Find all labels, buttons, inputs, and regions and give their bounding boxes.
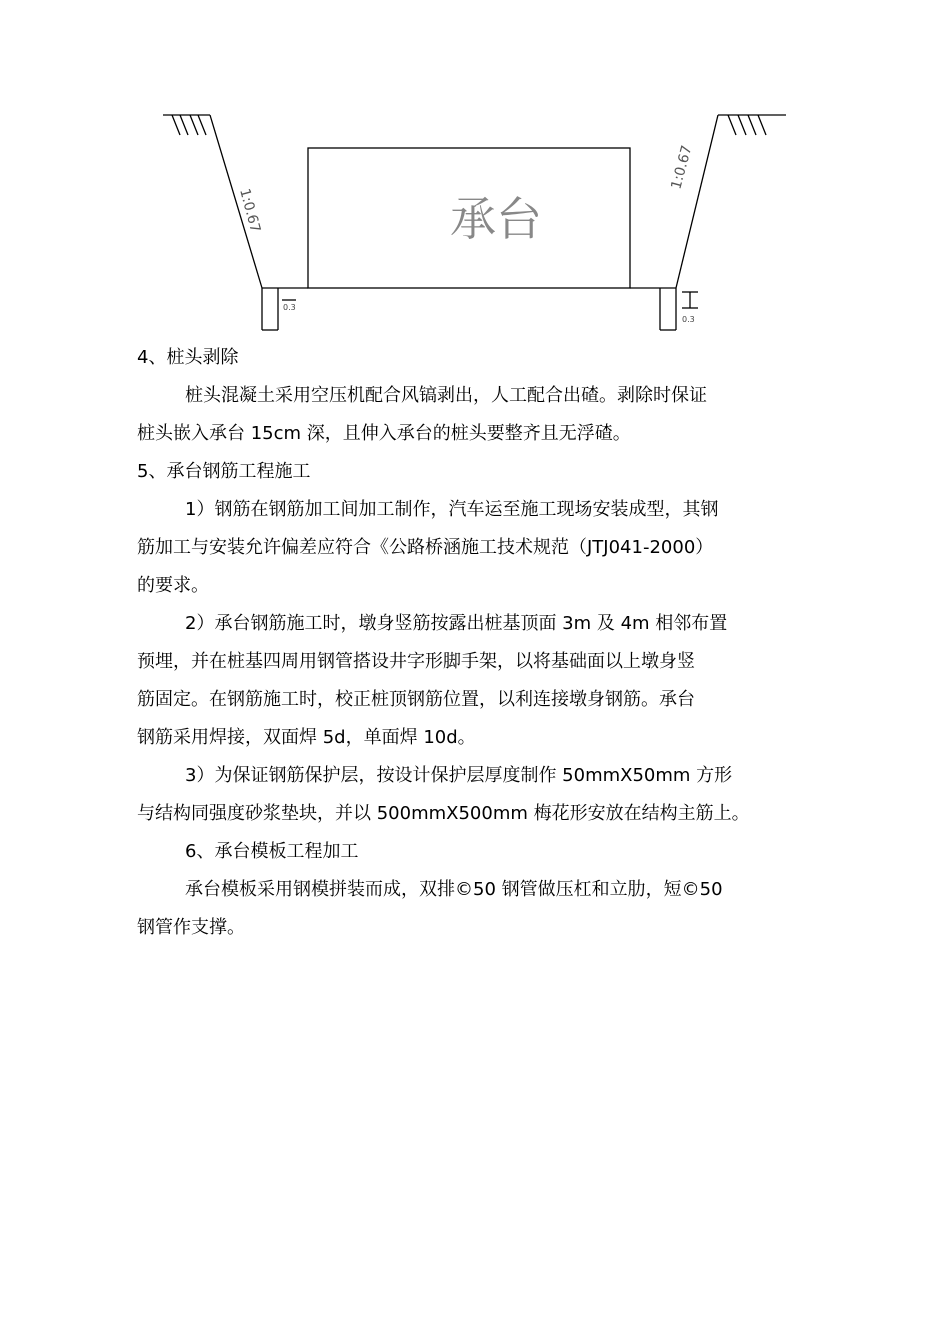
- section-4-line-1: 桩头混凝土采用空压机配合风镐剥出，人工配合出碴。剥除时保证: [185, 385, 707, 406]
- slope-label-left: 1:0.67: [236, 186, 264, 235]
- foundation-pit-diagram: [150, 100, 810, 340]
- section-5-line-8: 3）为保证钢筋保护层，按设计保护层厚度制作 50mmX50mm 方形: [185, 765, 733, 786]
- section-5-line-2: 筋加工与安装允许偏差应符合《公路桥涵施工技术规范（JTJ041-2000）: [137, 537, 714, 558]
- section-4-line-2: 桩头嵌入承台 15cm 深，且伸入承台的桩头要整齐且无浮碴。: [137, 423, 631, 444]
- dim-label-right: 0.3: [682, 315, 695, 324]
- section-6-line-2: 钢管作支撑。: [137, 917, 245, 938]
- section-4-heading: 4、桩头剥除: [137, 347, 239, 368]
- section-5-line-9: 与结构同强度砂浆垫块，并以 500mmX500mm 梅花形安放在结构主筋上。: [137, 803, 750, 824]
- block-label: 承台: [450, 192, 542, 246]
- section-5-line-1: 1）钢筋在钢筋加工间加工制作，汽车运至施工现场安装成型，其钢: [185, 499, 719, 520]
- section-5-line-6: 筋固定。在钢筋施工时，校正桩顶钢筋位置，以利连接墩身钢筋。承台: [137, 689, 695, 710]
- slope-label-right: 1:0.67: [668, 143, 696, 192]
- section-5-line-7: 钢筋采用焊接，双面焊 5d，单面焊 10d。: [137, 727, 476, 748]
- section-5-line-5: 预埋，并在桩基四周用钢管搭设井字形脚手架，以将基础面以上墩身竖: [137, 651, 695, 672]
- section-6-line-1: 承台模板采用钢模拼装而成，双排©50 钢管做压杠和立肋，短©50: [185, 879, 723, 900]
- section-5-line-3: 的要求。: [137, 575, 209, 596]
- section-6-heading: 6、承台模板工程加工: [185, 841, 359, 862]
- dim-label-left: 0.3: [283, 303, 296, 312]
- section-5-heading: 5、承台钢筋工程施工: [137, 461, 311, 482]
- section-5-line-4: 2）承台钢筋施工时，墩身竖筋按露出桩基顶面 3m 及 4m 相邻布置: [185, 613, 728, 634]
